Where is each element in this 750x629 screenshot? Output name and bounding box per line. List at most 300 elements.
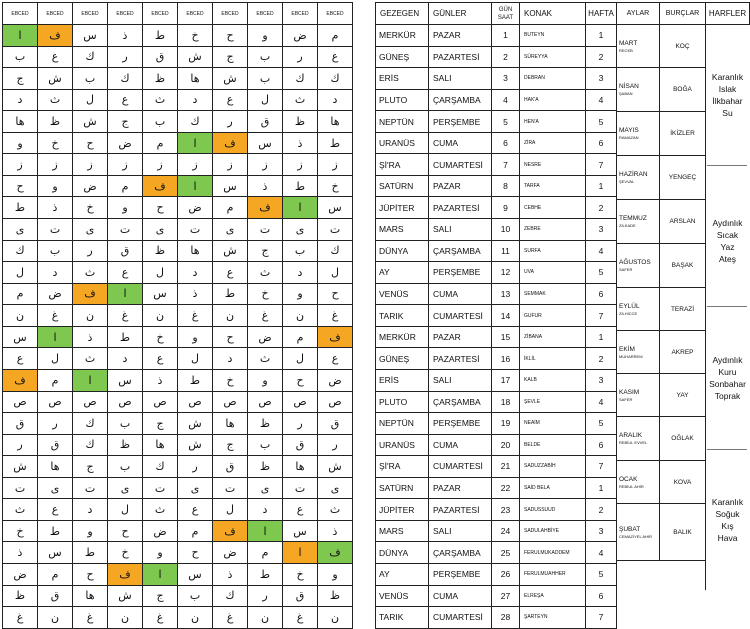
hafta-cell: 3	[585, 369, 617, 392]
konak-cell: FERULMUKADDEM	[519, 541, 586, 564]
ebced-letter-cell: س	[177, 563, 213, 586]
ebced-letter-cell: ع	[317, 46, 353, 69]
ebced-letter-cell: ح	[212, 326, 248, 349]
gun-cell: PAZAR	[428, 175, 492, 198]
harf-word: Ateş	[718, 253, 736, 264]
ebced-letter-cell: ق	[142, 46, 178, 69]
gun-saat-cell: 27	[491, 585, 520, 608]
konak-header: KONAK	[519, 2, 586, 25]
ebced-letter-cell: خ	[2, 520, 38, 543]
ebced-letter-cell: م	[37, 563, 73, 586]
harf-word: Karanlık	[711, 71, 744, 82]
harf-group	[705, 165, 750, 306]
ebced-letter-cell: د	[37, 261, 73, 284]
harf-word: Kış	[721, 520, 734, 531]
ebced-header: EBCED	[177, 2, 213, 25]
ebced-letter-cell: ر	[177, 455, 213, 478]
ebced-letter-cell: ح	[142, 196, 178, 219]
ebced-letter-cell: ف	[37, 24, 73, 47]
gun-saat-cell: 24	[491, 520, 520, 543]
ebced-letter-cell: ا	[282, 541, 318, 564]
ebced-letter-cell: م	[317, 24, 353, 47]
ebced-letter-cell: ص	[177, 391, 213, 414]
ebced-letter-cell: ك	[72, 412, 108, 435]
gezegen-cell: URANÜS	[375, 132, 429, 155]
ebced-letter-cell: ك	[72, 434, 108, 457]
ay-arabi-name: SAFER	[619, 267, 633, 272]
gezegen-cell: DÜNYA	[375, 240, 429, 263]
ebced-letter-cell: س	[107, 369, 143, 392]
gun-cell: CUMARTESİ	[428, 606, 492, 629]
ebced-letter-cell: ف	[2, 369, 38, 392]
gun-saat-cell: 14	[491, 304, 520, 327]
harf-group	[705, 306, 750, 449]
konak-cell: NEAİM	[519, 412, 586, 435]
ebced-letter-cell: ش	[107, 585, 143, 608]
ebced-letter-cell: ث	[142, 89, 178, 112]
harfler-header: HARFLER	[705, 2, 750, 25]
ebced-letter-cell: ث	[72, 347, 108, 370]
ebced-letter-cell: ط	[247, 563, 283, 586]
ebced-letter-cell: ح	[72, 132, 108, 155]
ebced-letter-cell: ب	[177, 585, 213, 608]
ebced-letter-cell: ا	[2, 24, 38, 47]
hafta-cell: 1	[585, 175, 617, 198]
ebced-letter-cell: ا	[142, 563, 178, 586]
ebced-letter-cell: ز	[247, 153, 283, 176]
ebced-letter-cell: م	[247, 541, 283, 564]
ebced-letter-cell: م	[2, 283, 38, 306]
ebced-letter-cell: ظ	[2, 585, 38, 608]
harfler-left-border	[705, 24, 706, 590]
gezegen-cell: SATÜRN	[375, 477, 429, 500]
gun-saat-cell: 8	[491, 175, 520, 198]
ebced-letter-cell: م	[177, 520, 213, 543]
gezegen-cell: MERKÜR	[375, 24, 429, 47]
ebced-letter-cell: خ	[317, 175, 353, 198]
ebced-letter-cell: ض	[317, 369, 353, 392]
ebced-letter-cell: ها	[317, 110, 353, 133]
gun-cell: SALI	[428, 67, 492, 90]
ebced-letter-cell: ى	[107, 477, 143, 500]
ebced-letter-cell: ط	[177, 369, 213, 392]
ebced-letter-cell: ب	[247, 67, 283, 90]
burc-cell: BOĞA	[659, 67, 706, 112]
ebced-letter-cell: ذ	[72, 326, 108, 349]
gun-cell: CUMA	[428, 585, 492, 608]
ebced-letter-cell: ع	[142, 347, 178, 370]
ebced-letter-cell: ها	[212, 412, 248, 435]
gun-saat-cell: 18	[491, 391, 520, 414]
ebced-letter-cell: ك	[317, 240, 353, 263]
harf-word: Soğuk	[715, 508, 740, 519]
ay-arabi-name: RAMAZAN	[619, 135, 639, 140]
konak-cell: HAK'A	[519, 89, 586, 112]
ebced-letter-cell: ط	[142, 24, 178, 47]
ebced-letter-cell: ن	[142, 304, 178, 327]
harf-word: Hava	[717, 532, 738, 543]
gun-saat-cell: 16	[491, 347, 520, 370]
burc-cell: TERAZİ	[659, 287, 706, 331]
ebced-letter-cell: ذ	[177, 283, 213, 306]
hafta-cell: 7	[585, 153, 617, 176]
ebced-letter-cell: ظ	[317, 585, 353, 608]
burc-cell: BALIK	[659, 503, 706, 561]
ay-cell	[616, 287, 660, 331]
ebced-letter-cell: ص	[317, 391, 353, 414]
ebced-letter-cell: ى	[37, 477, 73, 500]
ebced-letter-cell: ل	[282, 347, 318, 370]
konak-cell: DEBRAN	[519, 67, 586, 90]
hafta-cell: 1	[585, 24, 617, 47]
gun-saat-cell: 17	[491, 369, 520, 392]
gun-cell: CUMA	[428, 132, 492, 155]
gun-saat-cell: 15	[491, 326, 520, 349]
harf-word: Karanlık	[711, 496, 744, 507]
ebced-letter-cell: ث	[282, 89, 318, 112]
ebced-letter-cell: ف	[212, 132, 248, 155]
hafta-cell: 7	[585, 455, 617, 478]
ebced-letter-cell: غ	[247, 304, 283, 327]
ebced-letter-cell: ذ	[142, 369, 178, 392]
gezegen-cell: MARS	[375, 520, 429, 543]
ebced-letter-cell: ب	[107, 412, 143, 435]
harf-word: Toprak	[714, 390, 741, 401]
harf-word: Aydınlık	[712, 217, 743, 228]
ebced-letter-cell: ل	[177, 347, 213, 370]
gun-saat-cell: 23	[491, 498, 520, 521]
ebced-letter-cell: خ	[212, 369, 248, 392]
gun-saat-cell: 3	[491, 67, 520, 90]
burc-cell: BAŞAK	[659, 243, 706, 288]
ay-name: AĞUSTOS	[619, 259, 651, 266]
burc-cell: İKİZLER	[659, 111, 706, 156]
ebced-letter-cell: ى	[317, 477, 353, 500]
ebced-letter-cell: ب	[37, 240, 73, 263]
gun-saat-cell: 10	[491, 218, 520, 241]
ebced-letter-cell: ز	[282, 153, 318, 176]
konak-cell: ELREŞA	[519, 585, 586, 608]
ebced-letter-cell: ها	[2, 110, 38, 133]
ebced-letter-cell: ر	[247, 585, 283, 608]
konak-cell: SADUZZABİH	[519, 455, 586, 478]
ebced-letter-cell: ن	[317, 606, 353, 629]
gun-cell: ÇARŞAMBA	[428, 89, 492, 112]
ebced-letter-cell: ر	[2, 434, 38, 457]
gezegen-cell: TARIK	[375, 606, 429, 629]
ebced-letter-cell: ى	[72, 218, 108, 241]
konak-cell: NESRE	[519, 153, 586, 176]
konak-cell: UVA	[519, 261, 586, 284]
ebced-letter-cell: ك	[142, 455, 178, 478]
ebced-letter-cell: ع	[212, 89, 248, 112]
konak-cell: ŞEVLE	[519, 391, 586, 414]
ebced-letter-cell: ش	[317, 455, 353, 478]
ay-arabi-name: ŞEVVAL	[619, 179, 635, 184]
ay-arabi-name: MUHARREM	[619, 353, 643, 359]
ebced-letter-cell: خ	[142, 326, 178, 349]
ebced-letter-cell: م	[107, 175, 143, 198]
gun-cell: SALI	[428, 369, 492, 392]
ebced-letter-cell: خ	[107, 541, 143, 564]
harf-divider	[707, 449, 747, 450]
ebced-letter-cell: ن	[282, 304, 318, 327]
ebced-letter-cell: و	[317, 563, 353, 586]
ebced-header: EBCED	[247, 2, 283, 25]
ebced-letter-cell: ع	[37, 498, 73, 521]
ebced-letter-cell: ض	[37, 283, 73, 306]
ebced-letter-cell: ح	[212, 24, 248, 47]
ebced-letter-cell: ت	[2, 477, 38, 500]
ebced-letter-cell: ب	[247, 434, 283, 457]
ebced-letter-cell: ظ	[142, 67, 178, 90]
ebced-letter-cell: د	[107, 347, 143, 370]
ebced-letter-cell: ق	[37, 434, 73, 457]
ebced-letter-cell: ا	[282, 196, 318, 219]
hafta-cell: 7	[585, 304, 617, 327]
ay-cell	[616, 155, 660, 200]
ebced-letter-cell: ا	[37, 326, 73, 349]
gezegen-cell: GÜNEŞ	[375, 46, 429, 69]
ebced-letter-cell: ا	[107, 283, 143, 306]
ebced-header: EBCED	[37, 2, 73, 25]
gezegen-cell: VENÜS	[375, 585, 429, 608]
hafta-cell: 3	[585, 520, 617, 543]
burclar-header: BURÇLAR	[659, 2, 706, 25]
ay-name: MART	[619, 39, 638, 47]
ebced-letter-cell: س	[37, 541, 73, 564]
ebced-letter-cell: ذ	[247, 175, 283, 198]
hafta-cell: 6	[585, 434, 617, 457]
ebced-letter-cell: ع	[317, 347, 353, 370]
gun-cell: CUMARTESİ	[428, 455, 492, 478]
harf-word: Kuru	[718, 366, 737, 377]
ay-cell	[616, 373, 660, 417]
ebced-letter-cell: ص	[247, 391, 283, 414]
ebced-letter-cell: ق	[282, 585, 318, 608]
ebced-letter-cell: و	[247, 369, 283, 392]
ebced-letter-cell: ف	[107, 563, 143, 586]
ebced-letter-cell: س	[212, 175, 248, 198]
ay-name: MAYIS	[619, 127, 639, 134]
ebced-letter-cell: ز	[142, 153, 178, 176]
ebced-letter-cell: غ	[282, 606, 318, 629]
ebced-letter-cell: ث	[247, 261, 283, 284]
ebced-letter-cell: ذ	[212, 563, 248, 586]
ebced-letter-cell: ب	[142, 110, 178, 133]
ebced-letter-cell: ر	[317, 434, 353, 457]
ebced-letter-cell: ق	[317, 412, 353, 435]
konak-cell: SAİD BELA	[519, 477, 586, 500]
hafta-cell: 1	[585, 326, 617, 349]
gun-cell: PERŞEMBE	[428, 412, 492, 435]
ebced-letter-cell: ر	[282, 412, 318, 435]
harf-word: Islak	[718, 83, 737, 94]
ebced-letter-cell: ص	[2, 391, 38, 414]
harf-word: Sıcak	[716, 229, 739, 240]
ebced-header: EBCED	[282, 2, 318, 25]
ebced-letter-cell: ج	[2, 67, 38, 90]
ebced-letter-cell: ب	[2, 46, 38, 69]
ebced-letter-cell: و	[2, 132, 38, 155]
gun-cell: PAZAR	[428, 477, 492, 500]
ebced-letter-cell: و	[177, 326, 213, 349]
ebced-letter-cell: ق	[2, 412, 38, 435]
ebced-letter-cell: ف	[142, 175, 178, 198]
ay-name: ŞUBAT	[619, 525, 641, 533]
ebced-header: EBCED	[72, 2, 108, 25]
ebced-letter-cell: ن	[247, 606, 283, 629]
ebced-letter-cell: ت	[317, 218, 353, 241]
ebced-letter-cell: ظ	[142, 240, 178, 263]
gun-saat-cell: 22	[491, 477, 520, 500]
ebced-letter-cell: و	[142, 541, 178, 564]
ebced-letter-cell: ك	[317, 67, 353, 90]
ebced-letter-cell: غ	[177, 304, 213, 327]
gezegen-cell: ERİS	[375, 369, 429, 392]
ay-name: KASIM	[619, 388, 640, 396]
ebced-letter-cell: و	[72, 520, 108, 543]
ay-cell	[616, 416, 660, 461]
ebced-letter-cell: ع	[212, 261, 248, 284]
ebced-letter-cell: ض	[107, 132, 143, 155]
ebced-letter-cell: ج	[212, 46, 248, 69]
ay-arabi-name: ŞABAN	[619, 91, 633, 96]
ay-cell	[616, 111, 660, 156]
ebced-letter-cell: ذ	[282, 132, 318, 155]
ebced-letter-cell: ع	[177, 498, 213, 521]
ebced-letter-cell: ق	[212, 455, 248, 478]
gun-saat-cell: 28	[491, 606, 520, 629]
ebced-letter-cell: ق	[107, 240, 143, 263]
ebced-letter-cell: ز	[37, 153, 73, 176]
ebced-letter-cell: ظ	[247, 412, 283, 435]
ebced-header: EBCED	[317, 2, 353, 25]
ebced-letter-cell: د	[72, 498, 108, 521]
ebced-letter-cell: ث	[37, 89, 73, 112]
gun-cell: CUMARTESİ	[428, 153, 492, 176]
gezegen-cell: PLUTO	[375, 89, 429, 112]
hafta-cell: 6	[585, 283, 617, 306]
ebced-letter-cell: غ	[142, 606, 178, 629]
hafta-cell: 4	[585, 391, 617, 414]
ebced-letter-cell: ز	[2, 153, 38, 176]
gun-saat-cell: 9	[491, 196, 520, 219]
ebced-letter-cell: غ	[72, 606, 108, 629]
ebced-letter-cell: ن	[72, 304, 108, 327]
ebced-letter-cell: س	[142, 283, 178, 306]
konak-cell: SADULAHBİYE	[519, 520, 586, 543]
ebced-letter-cell: ض	[212, 541, 248, 564]
ebced-header: EBCED	[212, 2, 248, 25]
gezegen-cell: AY	[375, 563, 429, 586]
gezegen-cell: PLUTO	[375, 391, 429, 414]
gun-cell: PERŞEMBE	[428, 110, 492, 133]
ebced-letter-cell: ب	[282, 240, 318, 263]
ebced-letter-cell: ج	[212, 434, 248, 457]
konak-cell: SADUSSUUD	[519, 498, 586, 521]
konak-cell: ŞARTEYN	[519, 606, 586, 629]
ay-name: TEMMUZ	[619, 215, 647, 222]
ebced-letter-cell: ت	[247, 218, 283, 241]
burc-cell: ARSLAN	[659, 199, 706, 244]
ebced-letter-cell: ها	[177, 67, 213, 90]
ebced-letter-cell: ت	[212, 477, 248, 500]
ebced-letter-cell: ظ	[107, 434, 143, 457]
ebced-letter-cell: ك	[177, 110, 213, 133]
ebced-letter-cell: ها	[72, 585, 108, 608]
ebced-letter-cell: س	[317, 196, 353, 219]
ebced-letter-cell: ر	[72, 240, 108, 263]
ay-name: HAZİRAN	[619, 171, 648, 178]
gun-saat-cell: 12	[491, 261, 520, 284]
ebced-letter-cell: ر	[37, 412, 73, 435]
gun-saat-cell: 2	[491, 46, 520, 69]
ebced-letter-cell: ط	[107, 326, 143, 349]
ebced-letter-cell: ز	[107, 153, 143, 176]
gun-saat-cell: 13	[491, 283, 520, 306]
konak-cell: KALB	[519, 369, 586, 392]
ebced-letter-cell: ن	[2, 304, 38, 327]
ay-name: EYLÜL	[619, 302, 640, 310]
ebced-letter-cell: ج	[142, 585, 178, 608]
ay-arabi-name: REBİUL AHİR	[619, 483, 644, 489]
ebced-letter-cell: س	[72, 24, 108, 47]
ebced-letter-cell: ك	[107, 67, 143, 90]
ebced-letter-cell: ث	[72, 261, 108, 284]
gezegen-cell: MARS	[375, 218, 429, 241]
burc-cell: AKREP	[659, 330, 706, 374]
ebced-letter-cell: ط	[2, 196, 38, 219]
ebced-header: EBCED	[2, 2, 38, 25]
ebced-letter-cell: و	[282, 283, 318, 306]
gun-cell: ÇARŞAMBA	[428, 541, 492, 564]
burc-cell: KOÇ	[659, 24, 706, 68]
konak-cell: ZİBANA	[519, 326, 586, 349]
burc-cell: OĞLAK	[659, 416, 706, 461]
ebced-letter-cell: ج	[72, 455, 108, 478]
ebced-letter-cell: ذ	[107, 24, 143, 47]
ebced-letter-cell: د	[212, 347, 248, 370]
ebced-letter-cell: و	[37, 175, 73, 198]
gezegen-cell: JÜPİTER	[375, 196, 429, 219]
ebced-letter-cell: ض	[247, 326, 283, 349]
ebced-letter-cell: ت	[72, 477, 108, 500]
ebced-letter-cell: ش	[72, 110, 108, 133]
gun-cell: ÇARŞAMBA	[428, 391, 492, 414]
ebced-letter-cell: ع	[37, 46, 73, 69]
ebced-letter-cell: ل	[2, 261, 38, 284]
ay-cell	[616, 67, 660, 112]
ay-arabi-name: CEMAZİYEL AHİR	[619, 533, 652, 539]
ebced-letter-cell: ث	[317, 498, 353, 521]
ebced-letter-cell: ا	[72, 369, 108, 392]
ebced-letter-cell: ز	[177, 153, 213, 176]
ebced-letter-cell: ف	[212, 520, 248, 543]
harf-word: İlkbahar	[712, 95, 743, 106]
ay-cell	[616, 243, 660, 288]
gun-saat-cell: 11	[491, 240, 520, 263]
ebced-letter-cell: س	[2, 326, 38, 349]
ebced-letter-cell: ض	[2, 563, 38, 586]
ebced-letter-cell: ص	[107, 391, 143, 414]
ay-name: ARALIK	[619, 432, 643, 439]
ay-name: NİSAN	[619, 83, 639, 90]
gezegen-cell: MERKÜR	[375, 326, 429, 349]
konak-cell: ZEBRE	[519, 218, 586, 241]
ebced-letter-cell: ث	[142, 498, 178, 521]
hafta-cell: 2	[585, 196, 617, 219]
